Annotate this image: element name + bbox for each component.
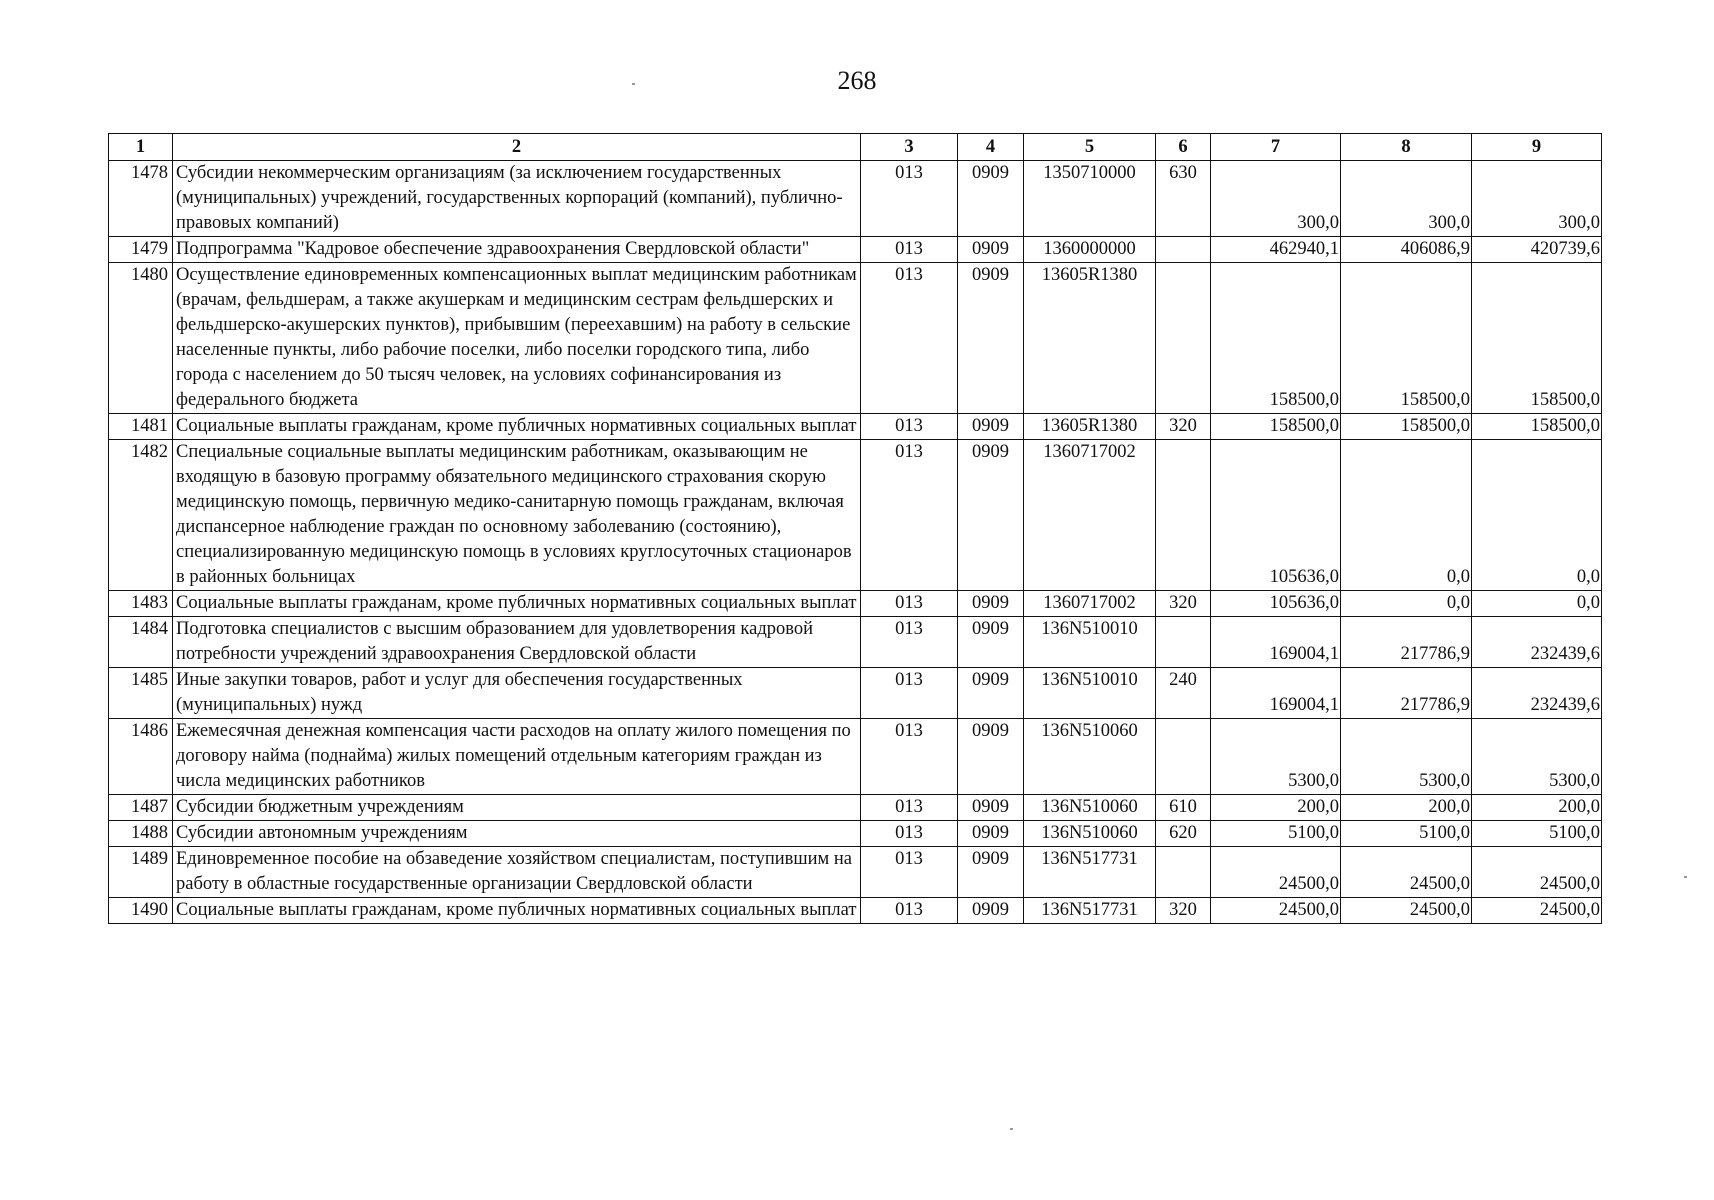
target-code: 1360000000 xyxy=(1024,237,1156,263)
section-code: 0909 xyxy=(958,237,1024,263)
row-number: 1488 xyxy=(109,821,173,847)
target-code: 13605R1380 xyxy=(1024,263,1156,414)
table-row xyxy=(109,617,1602,668)
section-code: 0909 xyxy=(958,440,1024,591)
section-code: 0909 xyxy=(958,847,1024,898)
expense-type: 620 xyxy=(1156,821,1211,847)
target-code: 136N517731 xyxy=(1024,847,1156,898)
expense-type xyxy=(1156,847,1211,898)
table-row xyxy=(109,821,1602,847)
expense-type xyxy=(1156,617,1211,668)
budget-table xyxy=(108,133,1602,924)
row-name: Социальные выплаты гражданам, кроме публичных нормативных социальных выплат xyxy=(173,414,861,440)
target-code: 136N510060 xyxy=(1024,719,1156,795)
section-code: 0909 xyxy=(958,898,1024,924)
table-row xyxy=(109,591,1602,617)
row-number: 1484 xyxy=(109,617,173,668)
amount-col9: 232439,6 xyxy=(1472,617,1602,668)
amount-col8: 24500,0 xyxy=(1341,847,1472,898)
ministry-code: 013 xyxy=(861,440,958,591)
expense-type: 320 xyxy=(1156,898,1211,924)
table-row xyxy=(109,161,1602,237)
table-row xyxy=(109,237,1602,263)
column-header: 9 xyxy=(1472,134,1602,161)
row-name: Подпрограмма "Кадровое обеспечение здравоохранения Свердловской области" xyxy=(173,237,861,263)
ministry-code: 013 xyxy=(861,795,958,821)
section-code: 0909 xyxy=(958,719,1024,795)
amount-col9: 158500,0 xyxy=(1472,414,1602,440)
target-code: 136N510010 xyxy=(1024,668,1156,719)
expense-type: 240 xyxy=(1156,668,1211,719)
table-row xyxy=(109,898,1602,924)
target-code: 136N510060 xyxy=(1024,795,1156,821)
amount-col8: 0,0 xyxy=(1341,591,1472,617)
expense-type xyxy=(1156,719,1211,795)
amount-col9: 24500,0 xyxy=(1472,898,1602,924)
table-row xyxy=(109,795,1602,821)
amount-col7: 158500,0 xyxy=(1211,414,1341,440)
ministry-code: 013 xyxy=(861,847,958,898)
table-row xyxy=(109,440,1602,591)
amount-col9: 232439,6 xyxy=(1472,668,1602,719)
table-row xyxy=(109,719,1602,795)
column-header: 7 xyxy=(1211,134,1341,161)
expense-type: 610 xyxy=(1156,795,1211,821)
target-code: 1350710000 xyxy=(1024,161,1156,237)
row-number: 1485 xyxy=(109,668,173,719)
section-code: 0909 xyxy=(958,161,1024,237)
amount-col7: 105636,0 xyxy=(1211,440,1341,591)
amount-col7: 200,0 xyxy=(1211,795,1341,821)
column-header: 4 xyxy=(958,134,1024,161)
amount-col9: 420739,6 xyxy=(1472,237,1602,263)
scan-speck xyxy=(1684,876,1687,878)
amount-col8: 0,0 xyxy=(1341,440,1472,591)
section-code: 0909 xyxy=(958,795,1024,821)
row-name: Субсидии автономным учреждениям xyxy=(173,821,861,847)
target-code: 13605R1380 xyxy=(1024,414,1156,440)
column-header: 5 xyxy=(1024,134,1156,161)
amount-col9: 158500,0 xyxy=(1472,263,1602,414)
section-code: 0909 xyxy=(958,414,1024,440)
amount-col7: 169004,1 xyxy=(1211,668,1341,719)
expense-type: 630 xyxy=(1156,161,1211,237)
amount-col9: 200,0 xyxy=(1472,795,1602,821)
page-number: 268 xyxy=(837,66,877,95)
column-header: 6 xyxy=(1156,134,1211,161)
amount-col8: 217786,9 xyxy=(1341,668,1472,719)
section-code: 0909 xyxy=(958,617,1024,668)
scan-speck xyxy=(632,83,635,85)
row-name: Ежемесячная денежная компенсация части расходов на оплату жилого помещения по договору найма (поднайма) жилых помещений отдельным категориям граждан из числа медицинских работников xyxy=(173,719,861,795)
expense-type xyxy=(1156,237,1211,263)
amount-col7: 24500,0 xyxy=(1211,898,1341,924)
row-name: Подготовка специалистов с высшим образованием для удовлетворения кадровой потребности учреждений здравоохранения Свердловской области xyxy=(173,617,861,668)
column-header: 2 xyxy=(173,134,861,161)
expense-type: 320 xyxy=(1156,414,1211,440)
ministry-code: 013 xyxy=(861,719,958,795)
expense-type xyxy=(1156,440,1211,591)
amount-col7: 158500,0 xyxy=(1211,263,1341,414)
row-name: Социальные выплаты гражданам, кроме публичных нормативных социальных выплат xyxy=(173,898,861,924)
ministry-code: 013 xyxy=(861,898,958,924)
amount-col8: 200,0 xyxy=(1341,795,1472,821)
target-code: 136N510060 xyxy=(1024,821,1156,847)
amount-col9: 24500,0 xyxy=(1472,847,1602,898)
amount-col7: 105636,0 xyxy=(1211,591,1341,617)
amount-col7: 300,0 xyxy=(1211,161,1341,237)
row-number: 1486 xyxy=(109,719,173,795)
ministry-code: 013 xyxy=(861,263,958,414)
table-row xyxy=(109,414,1602,440)
row-name: Осуществление единовременных компенсационных выплат медицинским работникам (врачам, фельдшерам, а также акушеркам и медицинским сестрам фельдшерских и фельдшерско-акушерских пунктов), прибывшим (переехавшим) на работу в сельские населенные пункты, либо рабочие поселки, либо поселки городского типа, либо города с населением до 50 тысяч человек, на условиях софинансирования из федерального бюджета xyxy=(173,263,861,414)
section-code: 0909 xyxy=(958,821,1024,847)
column-header: 1 xyxy=(109,134,173,161)
section-code: 0909 xyxy=(958,591,1024,617)
amount-col7: 24500,0 xyxy=(1211,847,1341,898)
row-number: 1478 xyxy=(109,161,173,237)
row-number: 1480 xyxy=(109,263,173,414)
amount-col8: 158500,0 xyxy=(1341,414,1472,440)
row-number: 1487 xyxy=(109,795,173,821)
table-row xyxy=(109,668,1602,719)
table-row xyxy=(109,847,1602,898)
row-name: Специальные социальные выплаты медицинским работникам, оказывающим не входящую в базовую программу обязательного медицинского страхования скорую медицинскую помощь, первичную медико-санитарную помощь гражданам, включая диспансерное наблюдение граждан по основному заболеванию (состоянию), специализированную медицинскую помощь в условиях круглосуточных стационаров в районных больницах xyxy=(173,440,861,591)
target-code: 1360717002 xyxy=(1024,591,1156,617)
amount-col8: 300,0 xyxy=(1341,161,1472,237)
section-code: 0909 xyxy=(958,263,1024,414)
section-code: 0909 xyxy=(958,668,1024,719)
amount-col9: 5300,0 xyxy=(1472,719,1602,795)
amount-col8: 5100,0 xyxy=(1341,821,1472,847)
amount-col9: 0,0 xyxy=(1472,591,1602,617)
amount-col8: 24500,0 xyxy=(1341,898,1472,924)
amount-col8: 217786,9 xyxy=(1341,617,1472,668)
row-number: 1490 xyxy=(109,898,173,924)
row-name: Единовременное пособие на обзаведение хозяйством специалистам, поступившим на работу в областные государственные организации Свердловской области xyxy=(173,847,861,898)
amount-col8: 406086,9 xyxy=(1341,237,1472,263)
row-name: Социальные выплаты гражданам, кроме публичных нормативных социальных выплат xyxy=(173,591,861,617)
ministry-code: 013 xyxy=(861,414,958,440)
row-name: Иные закупки товаров, работ и услуг для обеспечения государственных (муниципальных) нужд xyxy=(173,668,861,719)
row-number: 1482 xyxy=(109,440,173,591)
column-header: 8 xyxy=(1341,134,1472,161)
row-number: 1481 xyxy=(109,414,173,440)
amount-col7: 462940,1 xyxy=(1211,237,1341,263)
amount-col9: 5100,0 xyxy=(1472,821,1602,847)
target-code: 136N517731 xyxy=(1024,898,1156,924)
amount-col7: 169004,1 xyxy=(1211,617,1341,668)
amount-col7: 5100,0 xyxy=(1211,821,1341,847)
amount-col9: 0,0 xyxy=(1472,440,1602,591)
row-number: 1479 xyxy=(109,237,173,263)
row-number: 1489 xyxy=(109,847,173,898)
ministry-code: 013 xyxy=(861,591,958,617)
ministry-code: 013 xyxy=(861,161,958,237)
row-name: Субсидии бюджетным учреждениям xyxy=(173,795,861,821)
ministry-code: 013 xyxy=(861,617,958,668)
header-row xyxy=(109,134,1602,161)
row-number: 1483 xyxy=(109,591,173,617)
expense-type xyxy=(1156,263,1211,414)
row-name: Субсидии некоммерческим организациям (за исключением государственных (муниципальных) учреждений, государственных корпораций (компаний), публично-правовых компаний) xyxy=(173,161,861,237)
amount-col8: 5300,0 xyxy=(1341,719,1472,795)
ministry-code: 013 xyxy=(861,237,958,263)
amount-col8: 158500,0 xyxy=(1341,263,1472,414)
amount-col9: 300,0 xyxy=(1472,161,1602,237)
target-code: 1360717002 xyxy=(1024,440,1156,591)
target-code: 136N510010 xyxy=(1024,617,1156,668)
ministry-code: 013 xyxy=(861,821,958,847)
column-header: 3 xyxy=(861,134,958,161)
ministry-code: 013 xyxy=(861,668,958,719)
amount-col7: 5300,0 xyxy=(1211,719,1341,795)
scan-speck xyxy=(1010,1128,1013,1130)
table-row xyxy=(109,263,1602,414)
expense-type: 320 xyxy=(1156,591,1211,617)
